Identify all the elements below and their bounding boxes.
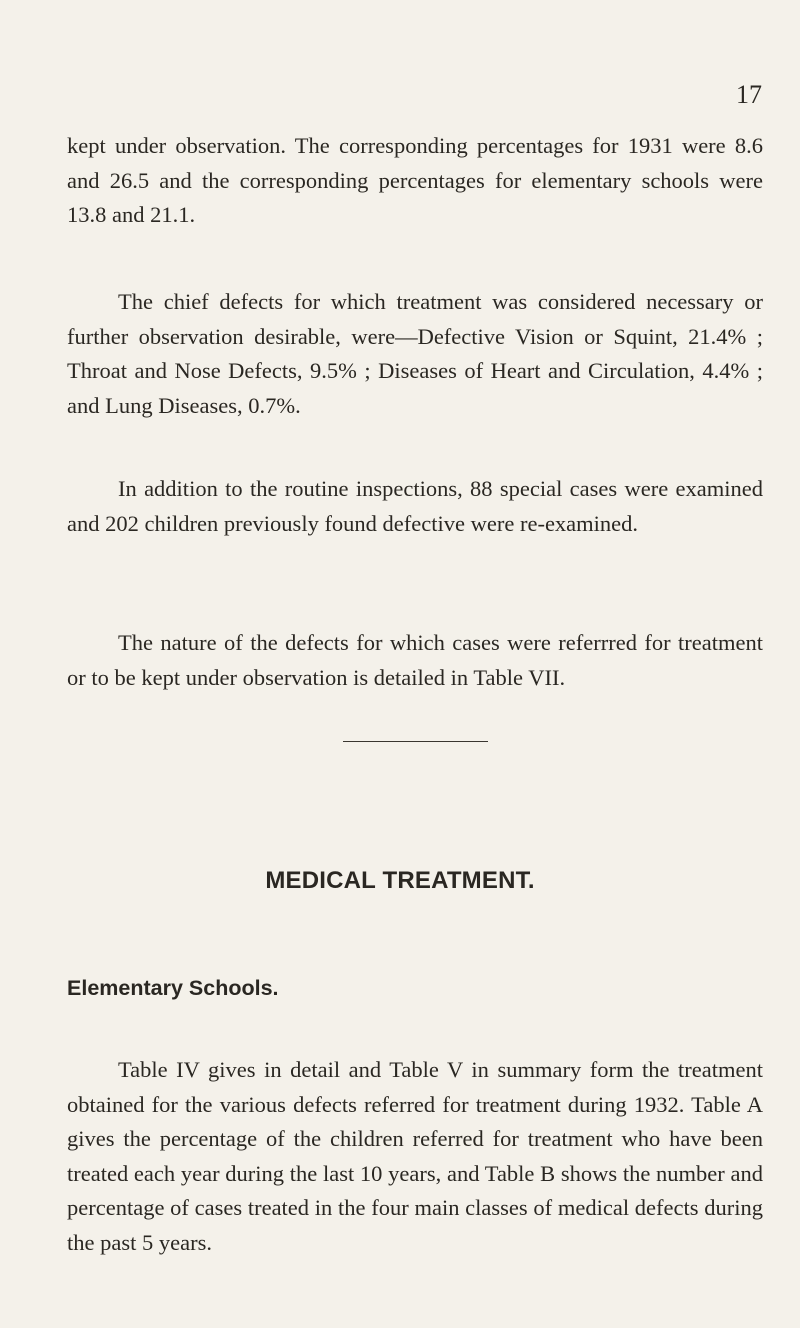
paragraph-nature-of-defects: The nature of the defects for which cases were referrred for treatment or to be kept under observation is detailed in Table VII.	[67, 630, 763, 690]
heading-elementary-schools: Elementary Schools.	[67, 976, 279, 1000]
paragraph-tables-summary: Table IV gives in detail and Table V in summary form the treatment obtained for the various defects referred for treatment during 1932. Table A gives the percentage of the children referred for treatment who have been treated each year during the last 10 years, and Table B shows the number and percentage of cases treated in the four main classes of medical defects during the past 5 years.	[67, 1057, 763, 1255]
page-number: 17	[736, 80, 762, 109]
paragraph-chief-defects: The chief defects for which treatment was considered necessary or further observation desirable, were—Defective Vision or Squint, 21.4% ; Throat and Nose Defects, 9.5% ; Diseases of Heart and Circulation, 4.4% ; and Lung Diseases, 0.7%.	[67, 289, 763, 418]
paragraph-special-cases: In addition to the routine inspections, 88 special cases were examined and 202 children previously found defective were re-examined.	[67, 476, 763, 536]
heading-medical-treatment: MEDICAL TREATMENT.	[265, 867, 535, 894]
section-divider	[343, 741, 488, 742]
paragraph-observation-percentages: kept under observation. The corresponding percentages for 1931 were 8.6 and 26.5 and the corresponding percentages for elementary schools were 13.8 and 21.1.	[67, 133, 763, 227]
